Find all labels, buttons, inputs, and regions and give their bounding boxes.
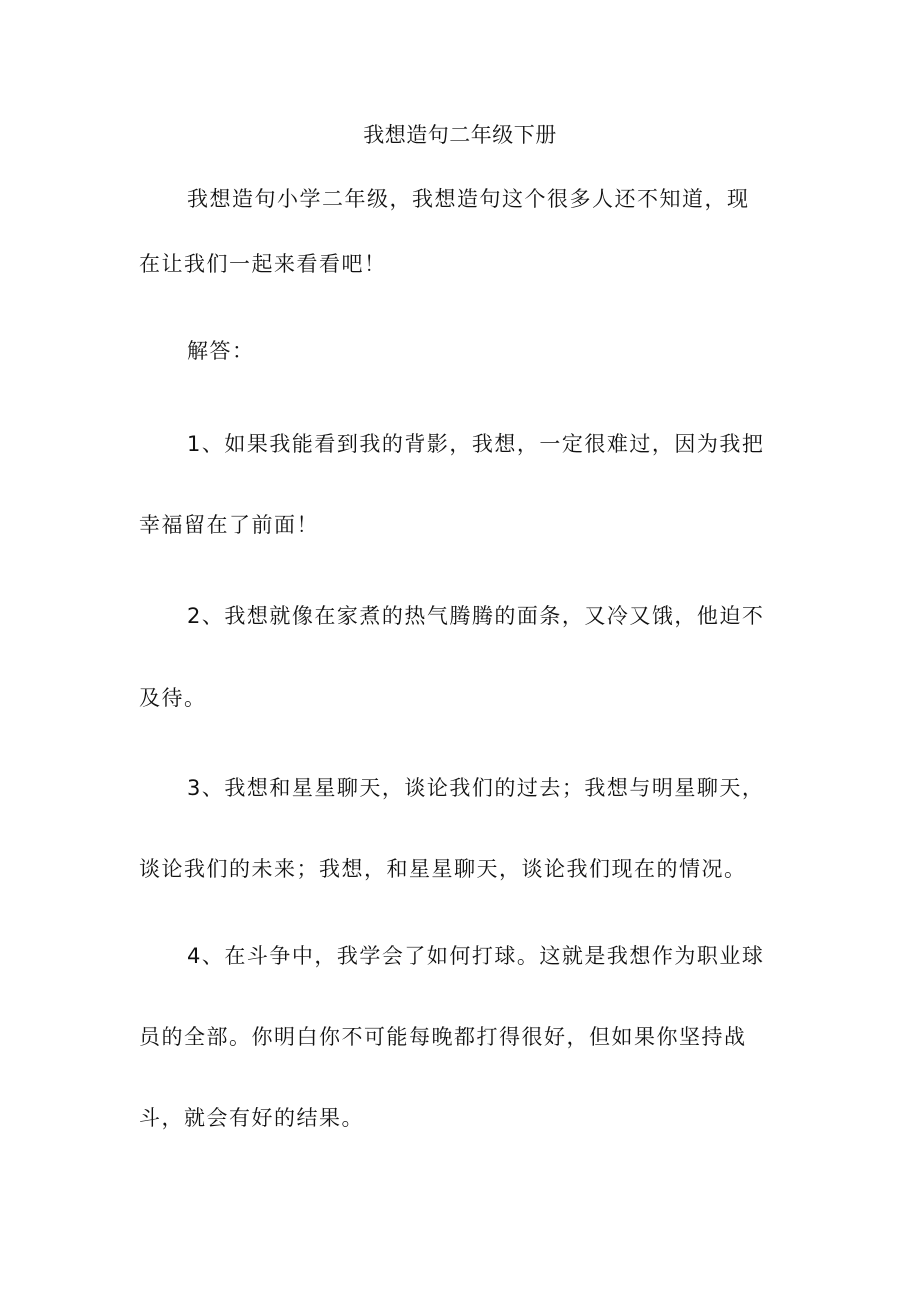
item-4-line-3: 斗，就会有好的结果。 [139,1106,364,1130]
item-1-line-2: 幸福留在了前面！ [139,513,319,537]
item-4-line-2: 员的全部。你明白你不可能每晚都打得很好，但如果你坚持战 [139,1025,747,1049]
document-title: 我想造句二年级下册 [363,123,557,147]
item-2-line-1: 2、我想就像在家煮的热气腾腾的面条，又冷又饿，他迫不 [187,604,765,628]
item-3-line-1: 3、我想和星星聊天，谈论我们的过去；我想与明星聊天， [187,776,765,800]
intro-line-1: 我想造句小学二年级，我想造句这个很多人还不知道，现 [187,187,750,211]
intro-line-2: 在让我们一起来看看吧！ [139,252,387,276]
item-1-line-1: 1、如果我能看到我的背影，我想，一定很难过，因为我把 [187,432,765,456]
item-3-line-2: 谈论我们的未来；我想，和星星聊天，谈论我们现在的情况。 [139,857,747,881]
item-2-line-2: 及待。 [139,686,207,710]
item-4-line-1: 4、在斗争中，我学会了如何打球。这就是我想作为职业球 [187,944,765,968]
answer-label: 解答： [187,339,255,363]
